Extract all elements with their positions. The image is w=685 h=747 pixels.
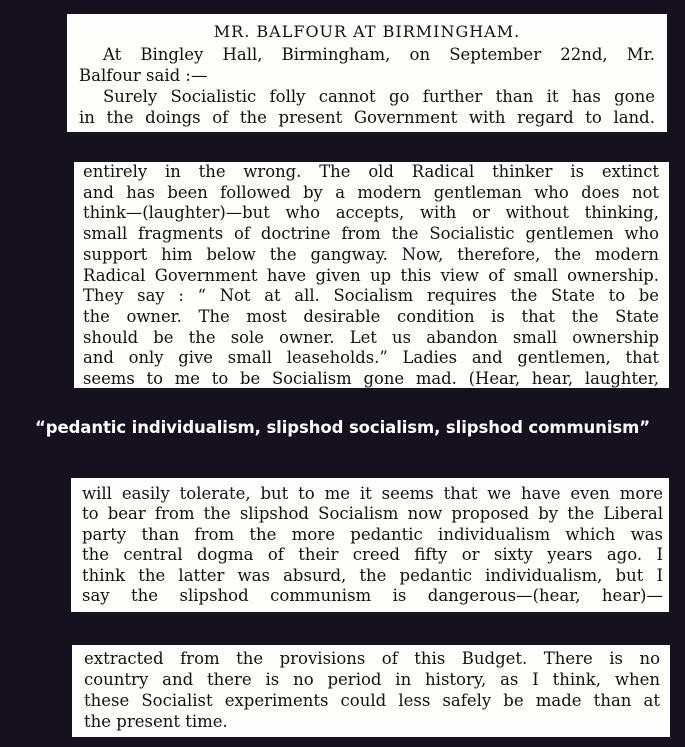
clipping-text-line: say the slipshod communism is dangerous—(hear, hear)—: [82, 586, 663, 606]
clipping-text-line: support him below the gangway. Now, therefore, the modern: [83, 244, 659, 264]
clipping-text-line: entirely in the wrong. The old Radical thinker is extinct: [83, 162, 659, 181]
clipping-text-line: the present time.: [84, 712, 228, 731]
clipping-text-line: these Socialist experiments could less safely be made than at: [84, 691, 660, 710]
clipping-text-line: Surely Socialistic folly cannot go further than it has gone: [103, 87, 655, 106]
clipping-text-line: and has been followed by a modern gentleman who does not: [83, 182, 659, 202]
clipping-text-line: think—(laughter)—but who accepts, with or without thinking,: [83, 203, 659, 223]
clipping-text-line: should be the sole owner. Let us abandon small ownership: [83, 327, 659, 347]
clipping-text-line: extracted from the provisions of this Budget. There is no: [84, 649, 660, 668]
clipping-text-line: small fragments of doctrine from the Socialistic gentlemen who: [83, 224, 659, 244]
clipping-text-line: party than from the more pedantic individualism which was: [82, 524, 663, 544]
clipping-text-line: think the latter was absurd, the pedantic individualism, but I: [82, 565, 663, 585]
quote-caption: “pedantic individualism, slipshod socialism, slipshod communism”: [35, 418, 650, 437]
newspaper-clipping-radical-government: [74, 162, 669, 388]
newspaper-clipping-headline: [67, 14, 667, 132]
clipping-text-line: country and there is no period in history, as I think, when: [84, 670, 660, 689]
clipping-text-line: At Bingley Hall, Birmingham, on September 22nd, Mr.: [103, 45, 655, 64]
clipping-text-line: the central dogma of their creed fifty or sixty years ago. I: [82, 545, 663, 565]
clipping-headline: MR. BALFOUR AT BIRMINGHAM.: [213, 22, 521, 41]
clipping-text-line: Balfour said :—: [79, 66, 208, 85]
newspaper-clipping-budget: [72, 645, 670, 737]
clipping-text-line: in the doings of the present Government with regard to land.: [79, 108, 655, 127]
clipping-text-line: will easily tolerate, but to me it seems that we have even more: [82, 484, 663, 503]
clipping-text-line: to bear from the slipshod Socialism now proposed by the Liberal: [82, 504, 663, 524]
clipping-text-line: They say : “ Not at all. Socialism requires the State to be: [83, 286, 659, 306]
clipping-text-line: seems to me to be Socialism gone mad. (Hear, hear, laughter,: [83, 369, 659, 388]
newspaper-clipping-slipshod-socialism: [71, 478, 669, 612]
clipping-text-line: Radical Government have given up this view of small ownership.: [83, 265, 659, 285]
clipping-text-line: the owner. The most desirable condition is that the State: [83, 306, 659, 326]
clipping-text-line: and only give small leaseholds.” Ladies and gentlemen, that: [83, 348, 659, 368]
